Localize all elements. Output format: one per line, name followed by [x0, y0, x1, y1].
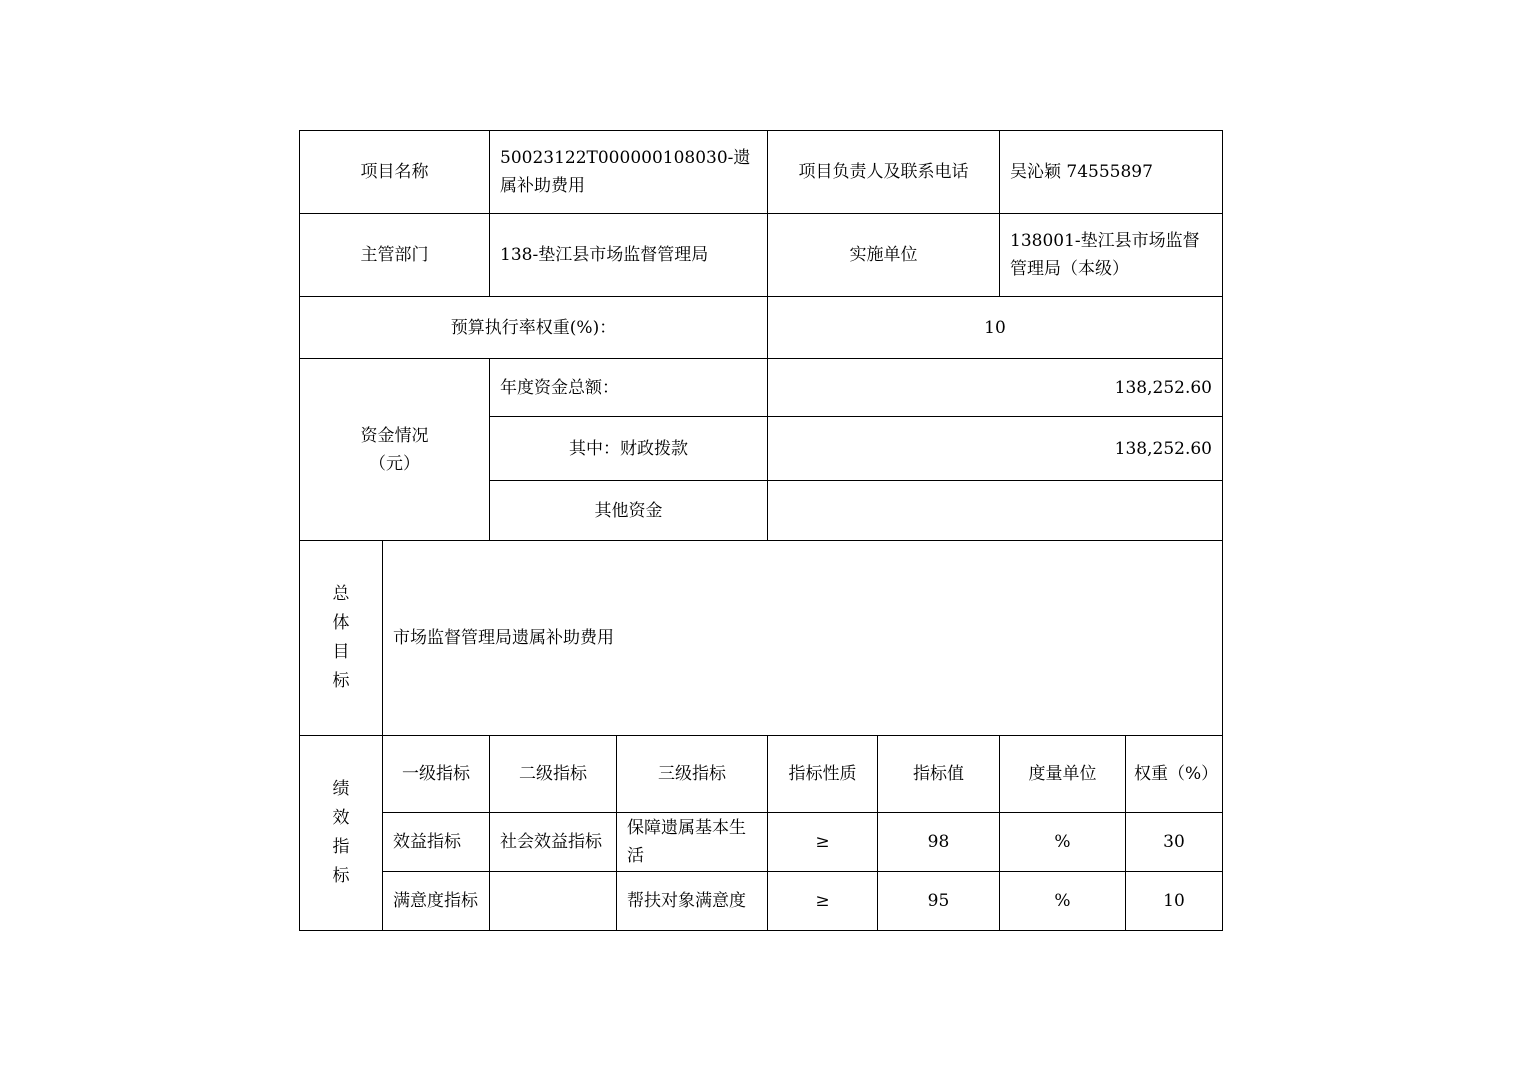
- perf-label-char: 绩: [332, 779, 350, 799]
- perf-weight: 10: [1126, 872, 1223, 931]
- budget-rate-label: 预算执行率权重(%)：: [300, 297, 768, 359]
- perf-level1: 满意度指标: [383, 872, 490, 931]
- impl-unit-label: 实施单位: [768, 214, 1000, 297]
- funds-total-label: 年度资金总额：: [490, 359, 768, 417]
- perf-weight: 30: [1126, 813, 1223, 872]
- funds-other-value: [768, 481, 1223, 541]
- perf-unit: %: [1000, 813, 1126, 872]
- dept-value: 138-垫江县市场监督管理局: [490, 214, 768, 297]
- perf-level3: 保障遗属基本生活: [617, 813, 768, 872]
- perf-header-unit: 度量单位: [1000, 736, 1126, 813]
- perf-header-level3: 三级指标: [617, 736, 768, 813]
- performance-target-table: [299, 130, 1223, 931]
- goal-label-char: 标: [332, 671, 350, 691]
- perf-value: 98: [878, 813, 1000, 872]
- goal-label-char: 目: [332, 642, 350, 662]
- dept-label: 主管部门: [300, 214, 490, 297]
- funds-fiscal-value: 138,252.60: [768, 417, 1223, 481]
- project-leader-value: 吴沁颖 74555897: [1000, 131, 1223, 214]
- funds-other-label: 其他资金: [490, 481, 768, 541]
- project-leader-label: 项目负责人及联系电话: [768, 131, 1000, 214]
- goal-label-char: 体: [332, 613, 350, 633]
- funds-label: [300, 359, 490, 541]
- project-name-value: 50023122T000000108030-遗属补助费用: [490, 131, 768, 214]
- perf-unit: %: [1000, 872, 1126, 931]
- budget-rate-value: 10: [768, 297, 1223, 359]
- funds-label-line2: （元）: [369, 453, 420, 474]
- goal-label-char: 总: [332, 584, 350, 604]
- perf-label-char: 效: [332, 808, 350, 828]
- funds-total-value: 138,252.60: [768, 359, 1223, 417]
- perf-label: [300, 736, 383, 931]
- perf-label-char: 标: [332, 866, 350, 886]
- perf-header-weight: 权重（%）: [1126, 736, 1223, 813]
- funds-fiscal-label: 其中：财政拨款: [490, 417, 768, 481]
- perf-nature: ≥: [768, 813, 878, 872]
- perf-header-level2: 二级指标: [490, 736, 617, 813]
- project-name-label: 项目名称: [300, 131, 490, 214]
- perf-level2: 社会效益指标: [490, 813, 617, 872]
- perf-header-nature: 指标性质: [768, 736, 878, 813]
- perf-level3: 帮扶对象满意度: [617, 872, 768, 931]
- perf-level1: 效益指标: [383, 813, 490, 872]
- perf-nature: ≥: [768, 872, 878, 931]
- goal-text: 市场监督管理局遗属补助费用: [383, 541, 1223, 736]
- perf-header-value: 指标值: [878, 736, 1000, 813]
- table-row: [300, 872, 1223, 931]
- perf-label-char: 指: [332, 837, 350, 857]
- impl-unit-value: 138001-垫江县市场监督管理局（本级）: [1000, 214, 1223, 297]
- goal-label: [300, 541, 383, 736]
- perf-header-level1: 一级指标: [383, 736, 490, 813]
- perf-value: 95: [878, 872, 1000, 931]
- funds-label-line1: 资金情况: [360, 425, 429, 446]
- table-row: [300, 813, 1223, 872]
- perf-level2: [490, 872, 617, 931]
